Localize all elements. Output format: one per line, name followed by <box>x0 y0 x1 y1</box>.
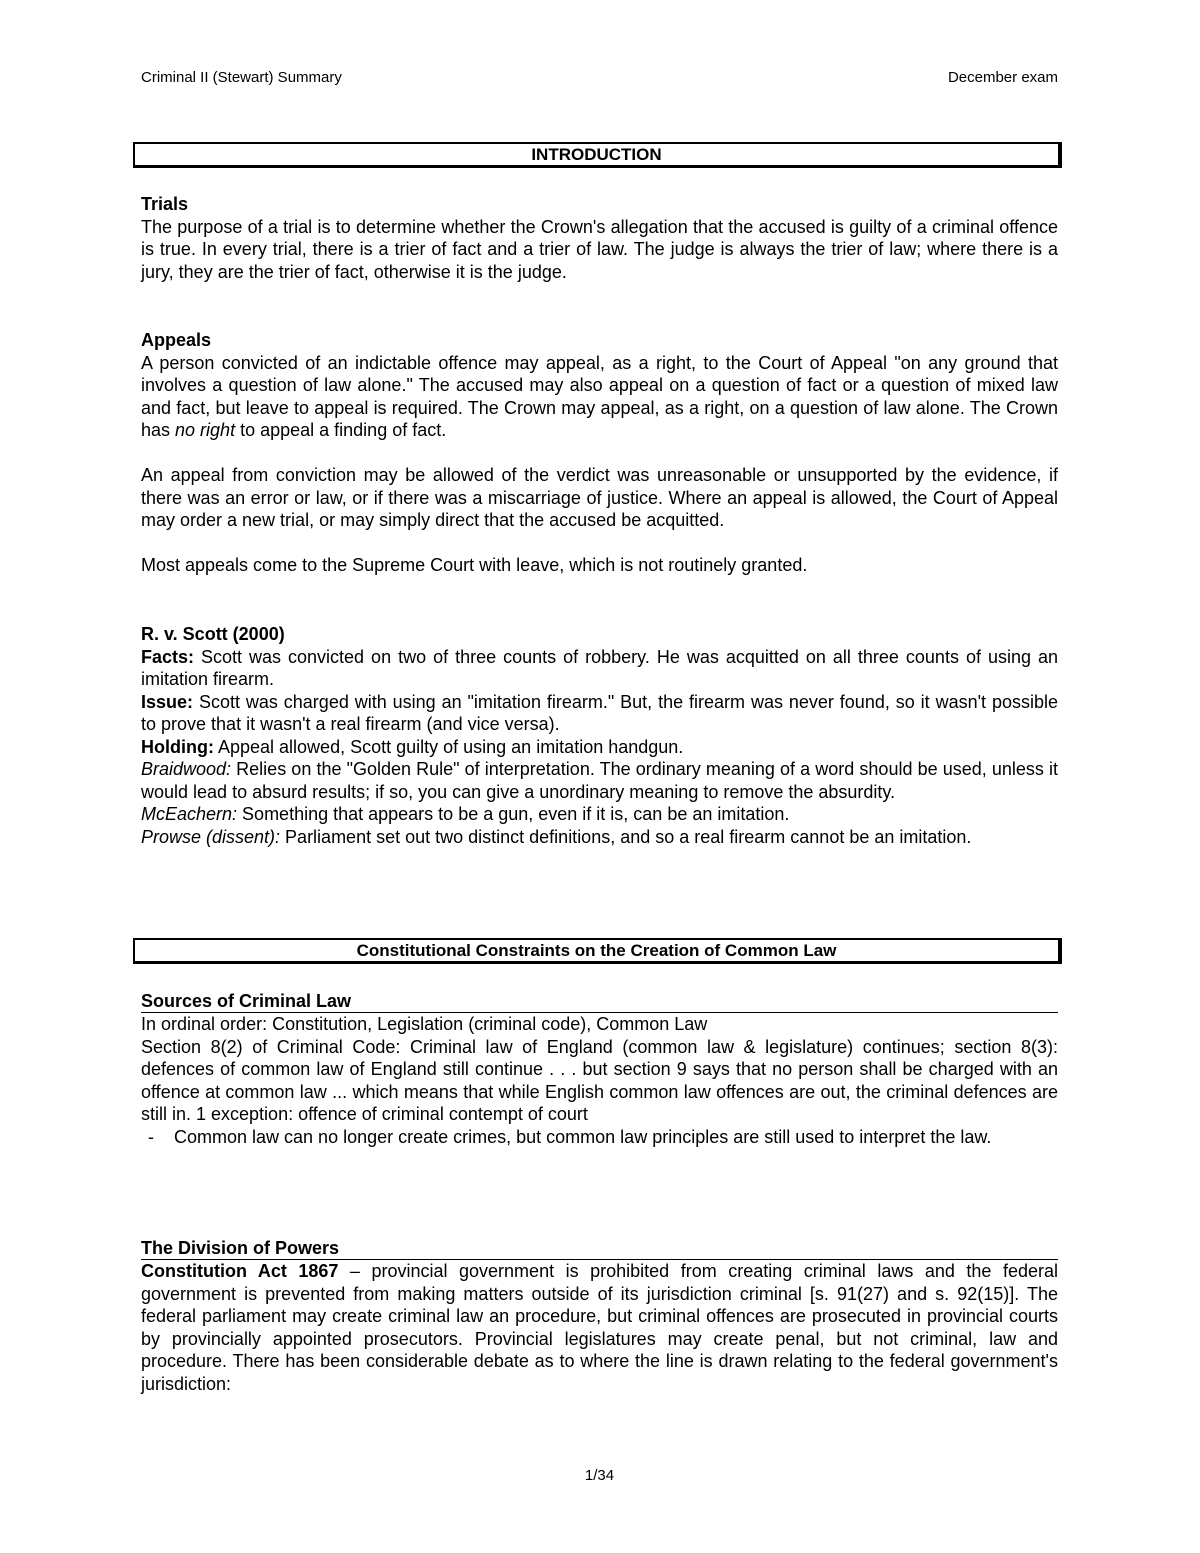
scott-issue <box>141 691 1058 736</box>
scott-facts <box>141 646 1058 691</box>
document-page <box>141 0 1058 1553</box>
appeals-heading: Appeals <box>141 330 212 350</box>
division-heading: The Division of Powers <box>141 1238 1058 1260</box>
sources-bullet <box>141 1126 1058 1149</box>
scott-prowse <box>141 826 1058 849</box>
scott-case-section <box>141 623 1058 848</box>
division-body: – provincial government is prohibited from creating criminal laws and the federal government is prevented from making matters outside of its jurisdiction criminal [s. 91(27) and s. 92(15)]. The federal parliament may create criminal law an procedure, but criminal offences are prosecuted in provincial courts by provincially appointed prosecutors. Provincial legislatures may create penal, but not criminal, law and procedure. There has been considerable debate as to where the line is drawn relating to the federal government's jurisdiction: <box>141 1261 1058 1394</box>
appeals-p1-tail: to appeal a finding of fact. <box>235 420 447 440</box>
mceachern-text: Something that appears to be a gun, even if it is, can be an imitation. <box>237 804 790 824</box>
bullet-text: Common law can no longer create crimes, but common law principles are still used to interpret the law. <box>174 1126 992 1147</box>
sources-heading: Sources of Criminal Law <box>141 991 1058 1013</box>
scott-heading: R. v. Scott (2000) <box>141 624 285 644</box>
header-exam: December exam <box>947 69 1058 86</box>
bullet-dash: - <box>148 1126 154 1147</box>
trials-section <box>141 193 1058 283</box>
sources-line-1: In ordinal order: Constitution, Legislation (criminal code), Common Law <box>141 1014 708 1034</box>
scott-braidwood <box>141 758 1058 803</box>
scott-holding <box>141 736 1058 759</box>
appeals-paragraph-2: An appeal from conviction may be allowed of the verdict was unreasonable or unsupported by the evidence, if there was an error or law, or if there was a miscarriage of justice. Where an appeal is allowed, the Court of Appeal may order a new trial, or may simply direct that the accused be acquitted. <box>141 465 1058 530</box>
page-number: 1/34 <box>584 1467 615 1484</box>
sources-paragraph-2: Section 8(2) of Criminal Code: Criminal law of England (common law & legislature) continues; section 8(3): defences of common law of England still continue . . . but section 9 says that no person shall be charged with an offence at common law ... which means that while English common law offences are out, the criminal defences are still in. 1 exception: offence of criminal contempt of court <box>141 1036 1058 1124</box>
holding-text: Appeal allowed, Scott guilty of using an imitation handgun. <box>213 736 684 757</box>
section-title-constitutional: Constitutional Constraints on the Creation of Common Law <box>133 938 1062 964</box>
facts-label: Facts: <box>141 646 195 667</box>
division-text <box>141 1260 1058 1395</box>
division-section <box>141 1238 1058 1395</box>
constitution-act-label: Constitution Act 1867 <box>141 1261 339 1281</box>
sources-section <box>141 991 1058 1148</box>
braidwood-text: Relies on the "Golden Rule" of interpretation. The ordinary meaning of a word should be used, unless it would lead to absurd results; if so, you can give a unordinary meaning to remove the absurdity. <box>141 759 1058 802</box>
facts-text: Scott was convicted on two of three counts of robbery. He was acquitted on all three counts of using an imitation firearm. <box>141 646 1058 689</box>
braidwood-label: Braidwood: <box>141 759 232 779</box>
prowse-text: Parliament set out two distinct definitions, and so a real firearm cannot be an imitation. <box>280 826 972 847</box>
appeals-p1-italic: no right <box>175 420 236 440</box>
header-title: Criminal II (Stewart) Summary <box>141 69 342 86</box>
issue-text: Scott was charged with using an "imitation firearm." But, the firearm was never found, so it wasn't possible to prove that it wasn't a real firearm (and vice versa). <box>141 691 1058 734</box>
appeals-section <box>141 329 1058 577</box>
appeals-paragraph-1 <box>141 352 1058 442</box>
trials-text: The purpose of a trial is to determine whether the Crown's allegation that the accused is guilty of a criminal offence is true. In every trial, there is a trier of fact and a trier of law. The judge is always the trier of law; where there is a jury, they are the trier of fact, otherwise it is the judge. <box>141 216 1058 282</box>
prowse-label: Prowse (dissent): <box>141 826 281 847</box>
section-title-introduction: INTRODUCTION <box>133 142 1062 168</box>
trials-heading: Trials <box>141 194 189 214</box>
scott-mceachern <box>141 803 1058 826</box>
appeals-paragraph-3: Most appeals come to the Supreme Court with leave, which is not routinely granted. <box>141 555 808 575</box>
appeals-p1-text: A person convicted of an indictable offence may appeal, as a right, to the Court of Appeal "on any ground that involves a question of law alone." The accused may also appeal on a question of fact or a question of mixed law and fact, but leave to appeal is required. The Crown may appeal, as a right, on a question of law alone. The Crown has <box>141 352 1058 440</box>
issue-label: Issue: <box>141 691 194 712</box>
holding-label: Holding: <box>141 736 214 757</box>
mceachern-label: McEachern: <box>141 804 238 824</box>
